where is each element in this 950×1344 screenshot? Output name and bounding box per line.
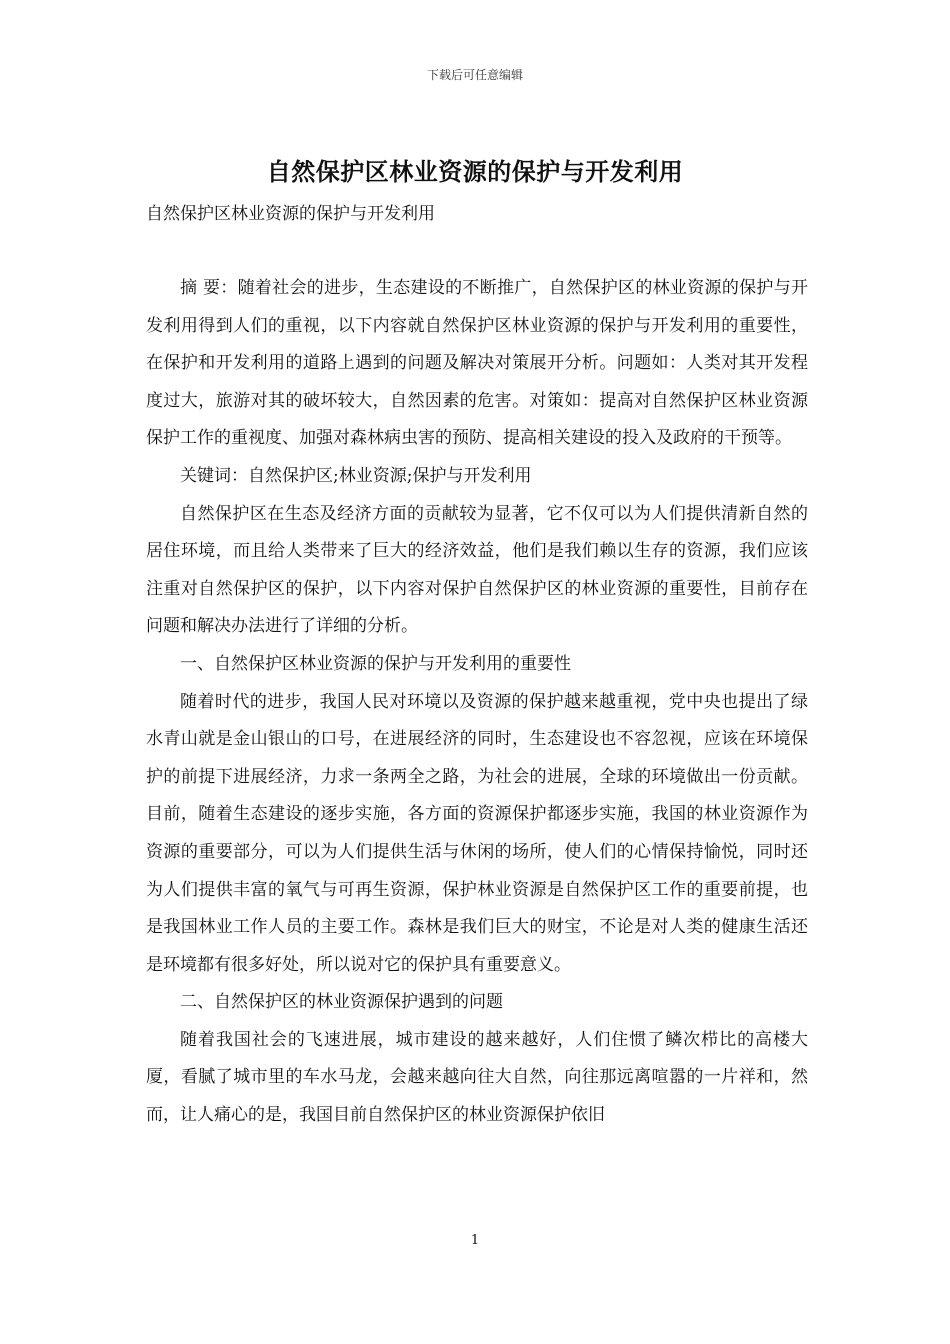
section-heading-1: 一、自然保护区林业资源的保护与开发利用的重要性 [180,653,571,674]
document-title: 自然保护区林业资源的保护与开发利用 [266,157,684,186]
page-number: 1 [470,1233,480,1248]
intro-paragraph: 自然保护区在生态及经济方面的贡献较为显著，它不仅可以为人们提供清新自然的居住环境，而且给人类带来了巨大的经济效益，他们是我们赖以生存的资源，我们应该注重对自然保护区的保护，以下内容对保护自然保护区的林业资源的重要性，目前存在问题和解决办法进行了详细的分析。 [146,503,808,637]
document-subtitle: 自然保护区林业资源的保护与开发利用 [146,204,435,224]
abstract-paragraph: 摘 要：随着社会的进步，生态建设的不断推广，自然保护区的林业资源的保护与开发利用得到人们的重视，以下内容就自然保护区林业资源的保护与开发利用的重要性，在保护和开发利用的道路上遇到的问题及解决对策展开分析。问题如：人类对其开发程度过大，旅游对其的破坏较大，自然因素的危害。对策如：提高对自然保护区林业资源保护工作的重视度、加强对森林病虫害的预防、提高相关建设的投入及政府的干预等。 [146,278,808,449]
section-heading-2: 二、自然保护区的林业资源保护遇到的问题 [180,992,503,1013]
document-body [146,270,808,1135]
section-2-paragraph: 随着我国社会的飞速进展，城市建设的越来越好，人们住惯了鳞次栉比的高楼大厦，看腻了城市里的车水马龙，会越来越向往大自然，向往那远离喧嚣的一片祥和，然而，让人痛心的是，我国目前自然保护区的林业资源保护依旧 [146,1029,808,1126]
section-1-paragraph: 随着时代的进步，我国人民对环境以及资源的保护越来越重视，党中央也提出了绿水青山就是金山银山的口号，在进展经济的同时，生态建设也不容忽视，应该在环境保护的前提下进展经济，力求一条两全之路，为社会的进展，全球的环境做出一份贡献。目前，随着生态建设的逐步实施，各方面的资源保护都逐步实施，我国的林业资源作为资源的重要部分，可以为人们提供生活与休闲的场所，使人们的心情保持愉悦，同时还为人们提供丰富的氧气与可再生资源，保护林业资源是自然保护区工作的重要前提，也是我国林业工作人员的主要工作。森林是我们巨大的财宝，不论是对人类的健康生活还是环境都有很多好处，所以说对它的保护具有重要意义。 [146,691,808,975]
keywords-paragraph: 关键词：自然保护区;林业资源;保护与开发利用 [180,465,532,486]
header-note: 下载后可任意编辑 [426,68,523,82]
